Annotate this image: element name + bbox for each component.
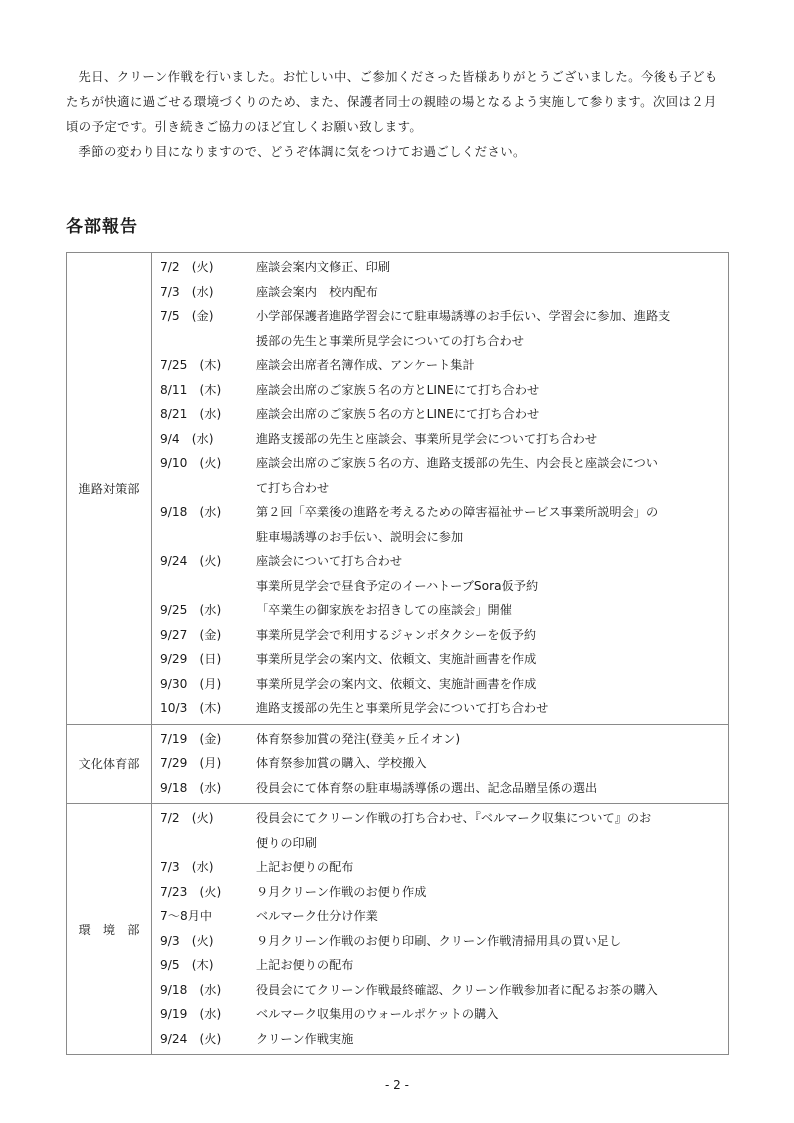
- activity-date: 7～8月中: [160, 909, 213, 923]
- activity-description: [256, 855, 728, 880]
- activity-line: 「卒業生の御家族をお招きしての座談会」開催: [256, 603, 512, 617]
- activity-entry: [160, 672, 728, 697]
- activity-entry: [160, 549, 728, 598]
- activity-date: 10/3 (木): [160, 701, 222, 715]
- activity-description: [256, 1027, 728, 1052]
- activity-description: [256, 751, 728, 776]
- department-report-table: [66, 252, 729, 1055]
- activity-description: [256, 623, 728, 648]
- activity-entry: [160, 904, 728, 929]
- department-name: 環 境 部: [67, 804, 152, 1055]
- department-name: 文化体育部: [67, 724, 152, 804]
- activity-line: 事業所見学会の案内文、依頼文、実施計画書を作成: [256, 652, 537, 666]
- activity-date: 9/10 (火): [160, 456, 222, 470]
- activity-line: ９月クリーン作戦のお便り印刷、クリーン作戦清掃用具の買い足し: [256, 933, 622, 948]
- activity-date: 9/18 (水): [160, 982, 222, 997]
- activity-date: 8/21 (水): [160, 407, 222, 421]
- department-row: [67, 804, 729, 1055]
- activity-description: [256, 647, 728, 672]
- activity-description: [256, 280, 728, 305]
- activity-description: [256, 255, 728, 280]
- activity-entry: [160, 598, 728, 623]
- activity-date: 8/11 (木): [160, 382, 222, 397]
- activity-entry: [160, 304, 728, 353]
- activity-date: 9/24 (火): [160, 1031, 222, 1046]
- activity-date: 7/5 (金): [160, 309, 214, 323]
- activity-line: 事業所見学会で昼食予定のイーハトーブSora仮予約: [256, 578, 539, 593]
- activity-line: 体育祭参加賞の購入、学校搬入: [256, 756, 427, 770]
- activity-date: 9/18 (水): [160, 780, 222, 795]
- department-row: [67, 253, 729, 725]
- activity-date: 9/27 (金): [160, 627, 222, 642]
- activity-line: クリーン作戦実施: [256, 1031, 354, 1046]
- activity-entry: [160, 451, 728, 500]
- activity-date: 7/23 (火): [160, 884, 222, 899]
- activity-date: 9/19 (水): [160, 1007, 222, 1021]
- activity-entry: [160, 953, 728, 978]
- activity-line: 役員会にてクリーン作戦最終確認、クリーン作戦参加者に配るお茶の購入: [256, 982, 658, 997]
- activity-line: 座談会出席のご家族５名の方とLINEにて打ち合わせ: [256, 407, 540, 421]
- activity-line: 上記お便りの配布: [256, 958, 354, 972]
- activity-line: 体育祭参加賞の発注(登美ヶ丘イオン): [256, 731, 461, 746]
- activity-entry: [160, 978, 728, 1003]
- activity-description: [256, 451, 728, 500]
- activity-line: 座談会案内文修正、印刷: [256, 260, 391, 274]
- activity-line: 座談会案内 校内配布: [256, 284, 378, 299]
- activity-entry: [160, 751, 728, 776]
- activity-line: 事業所見学会の案内文、依頼文、実施計画書を作成: [256, 676, 537, 691]
- activity-description: [256, 727, 728, 752]
- activity-date: 9/29 (日): [160, 652, 222, 666]
- activity-line: 座談会について打ち合わせ: [256, 554, 403, 568]
- activity-description: [256, 880, 728, 905]
- department-entries: [152, 724, 729, 804]
- activity-description: [256, 500, 728, 549]
- activity-date: 7/29 (月): [160, 756, 222, 770]
- activity-date: 7/2 (火): [160, 811, 214, 825]
- activity-line: 援部の先生と事業所見学会についての打ち合わせ: [256, 333, 524, 348]
- activity-date: 9/24 (火): [160, 554, 222, 568]
- activity-description: [256, 904, 728, 929]
- activity-line: 役員会にてクリーン作戦の打ち合わせ、『ベルマーク収集について』のお: [256, 811, 652, 825]
- activity-date: 7/2 (火): [160, 260, 214, 274]
- activity-description: [256, 929, 728, 954]
- intro-paragraph: 季節の変わり目になりますので、どうぞ体調に気をつけてお過ごしください。: [78, 144, 526, 159]
- activity-line: 便りの印刷: [256, 835, 317, 850]
- activity-entry: [160, 696, 728, 721]
- activity-date: 9/30 (月): [160, 676, 222, 691]
- activity-description: [256, 427, 728, 452]
- activity-date: 7/3 (水): [160, 284, 214, 299]
- activity-description: [256, 696, 728, 721]
- activity-description: [256, 549, 728, 598]
- activity-entry: [160, 727, 728, 752]
- activity-line: 役員会にて体育祭の駐車場誘導係の選出、記念品贈呈係の選出: [256, 780, 598, 795]
- activity-description: [256, 672, 728, 697]
- activity-description: [256, 304, 728, 353]
- activity-description: [256, 776, 728, 801]
- activity-entry: [160, 855, 728, 880]
- activity-line: 事業所見学会で利用するジャンボタクシーを仮予約: [256, 627, 537, 642]
- activity-date: 9/25 (水): [160, 603, 222, 617]
- activity-entry: [160, 500, 728, 549]
- activity-entry: [160, 929, 728, 954]
- activity-entry: [160, 255, 728, 280]
- activity-date: 9/4 (水): [160, 431, 214, 446]
- activity-description: [256, 378, 728, 403]
- activity-line: 座談会出席者名簿作成、アンケート集計: [256, 358, 475, 372]
- department-entries: [152, 253, 729, 725]
- activity-date: 7/19 (金): [160, 731, 222, 746]
- activity-line: ベルマーク収集用のウォールポケットの購入: [256, 1007, 499, 1021]
- department-name: 進路対策部: [67, 253, 152, 725]
- activity-description: [256, 353, 728, 378]
- activity-entry: [160, 647, 728, 672]
- activity-date: 9/5 (木): [160, 958, 214, 972]
- department-row: [67, 724, 729, 804]
- activity-description: [256, 978, 728, 1003]
- activity-entry: [160, 1002, 728, 1027]
- activity-entry: [160, 806, 728, 855]
- activity-entry: [160, 623, 728, 648]
- activity-line: ９月クリーン作戦のお便り作成: [256, 884, 427, 899]
- activity-entry: [160, 402, 728, 427]
- activity-description: [256, 598, 728, 623]
- activity-entry: [160, 880, 728, 905]
- activity-description: [256, 953, 728, 978]
- activity-line: 進路支援部の先生と座談会、事業所見学会について打ち合わせ: [256, 431, 598, 446]
- activity-entry: [160, 776, 728, 801]
- department-entries: [152, 804, 729, 1055]
- activity-entry: [160, 427, 728, 452]
- activity-entry: [160, 378, 728, 403]
- activity-date: 9/18 (水): [160, 505, 222, 519]
- activity-entry: [160, 353, 728, 378]
- page-number: - 2 -: [385, 1078, 409, 1092]
- activity-description: [256, 402, 728, 427]
- activity-line: 座談会出席のご家族５名の方、進路支援部の先生、内会長と座談会につい: [256, 456, 658, 470]
- activity-description: [256, 1002, 728, 1027]
- activity-line: 上記お便りの配布: [256, 860, 354, 874]
- intro-paragraph: 先日、クリーン作戦を行いました。お忙しい中、ご参加くださった皆様ありがとうございました。今後も子どもたちが快適に過ごせる環境づくりのため、また、保護者同士の親睦の場となるよう実施して参ります。次回は２月頃の予定です。引き続きご協力のほど宜しくお願い致します。: [66, 69, 718, 134]
- activity-line: 第２回「卒業後の進路を考えるための障害福祉サービス事業所説明会」の: [256, 505, 659, 519]
- section-title: 各部報告: [66, 217, 138, 237]
- activity-line: ベルマーク仕分け作業: [256, 909, 378, 923]
- activity-line: 座談会出席のご家族５名の方とLINEにて打ち合わせ: [256, 382, 540, 397]
- activity-line: 小学部保護者進路学習会にて駐車場誘導のお手伝い、学習会に参加、進路支: [256, 309, 671, 323]
- activity-date: 9/3 (火): [160, 933, 214, 948]
- activity-line: 駐車場誘導のお手伝い、説明会に参加: [256, 529, 464, 544]
- activity-entry: [160, 280, 728, 305]
- activity-entry: [160, 1027, 728, 1052]
- activity-line: て打ち合わせ: [256, 480, 330, 495]
- activity-date: 7/3 (水): [160, 860, 214, 874]
- activity-line: 進路支援部の先生と事業所見学会について打ち合わせ: [256, 701, 549, 715]
- activity-description: [256, 806, 728, 855]
- activity-date: 7/25 (木): [160, 358, 222, 372]
- intro-text: [66, 64, 728, 164]
